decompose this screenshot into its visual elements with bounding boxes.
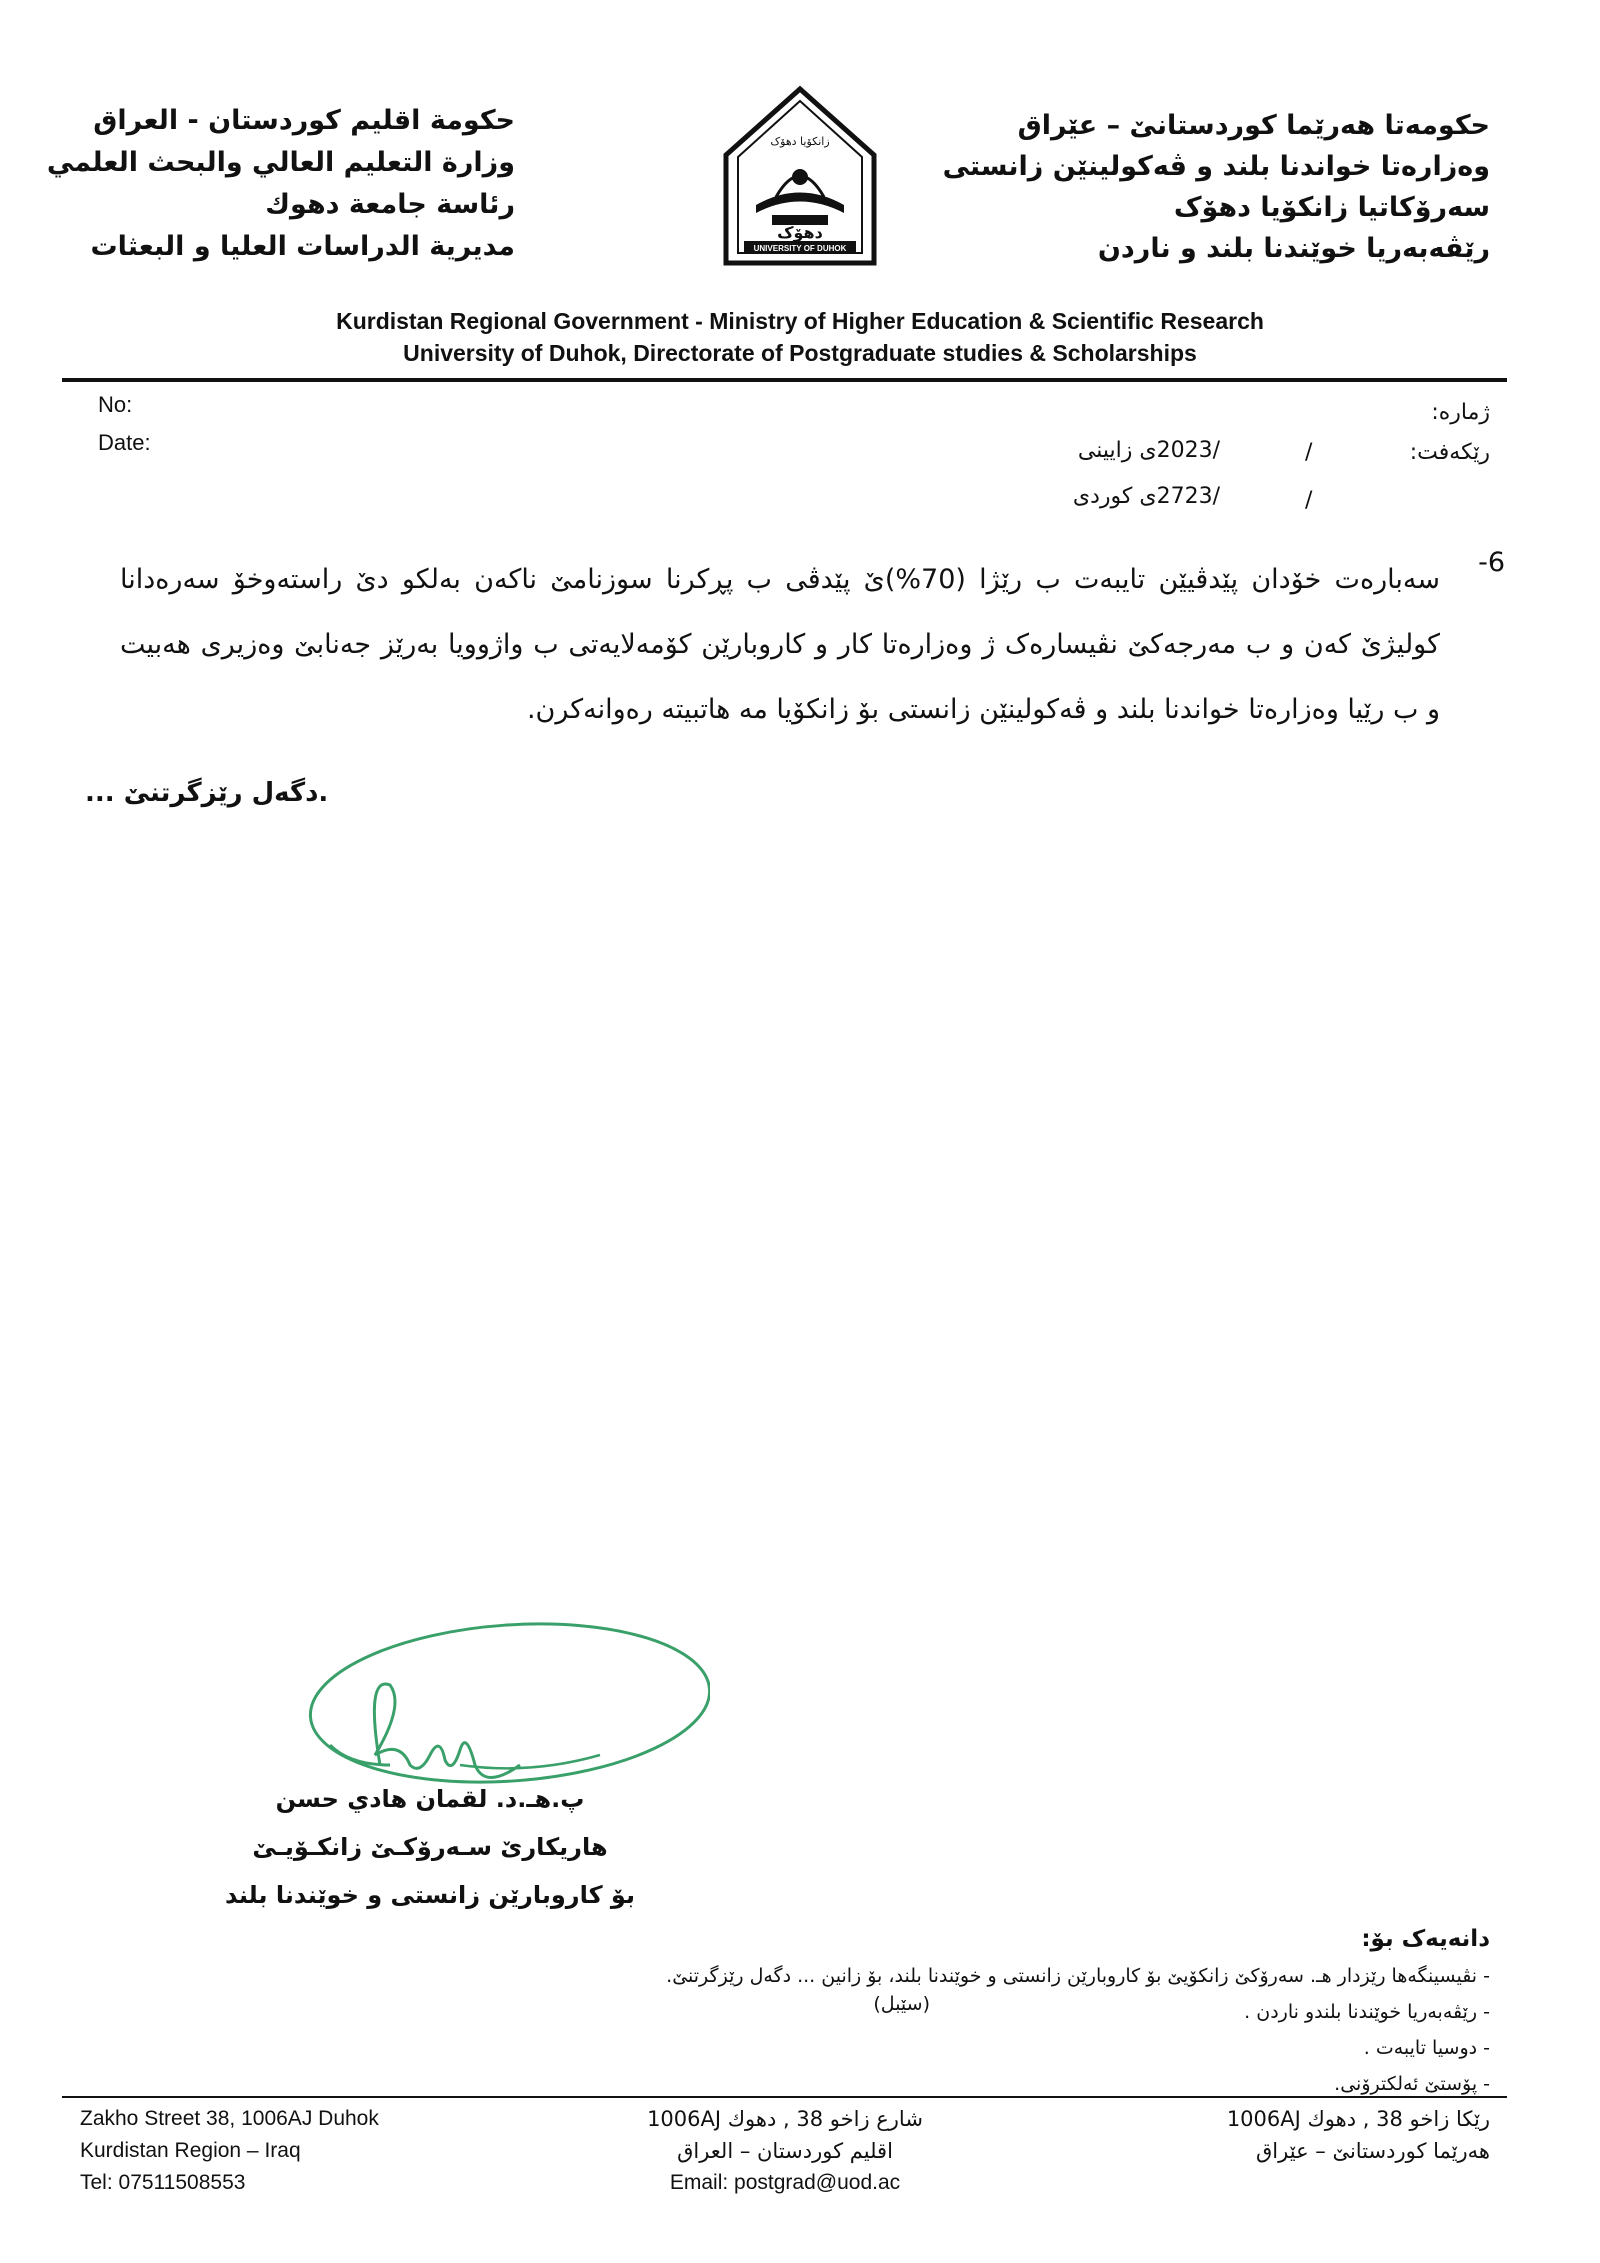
footer-arabic	[620, 2103, 950, 2199]
date-kurdish: /2723ی کوردی	[1072, 484, 1220, 509]
header-divider	[62, 378, 1507, 382]
number-label: No:	[98, 392, 133, 417]
closing-regards: ... دگەل رێزگرتنێ.	[85, 778, 329, 808]
header-arabic-line-4: مديرية الدراسات العليا و البعثات	[90, 231, 515, 262]
footer-phone: Tel: 07511508553	[80, 2171, 246, 2194]
cc-item: - دوسیا تایبەت .	[1363, 2037, 1490, 2059]
logo-bottom-text: UNIVERSITY OF DUHOK	[753, 244, 847, 253]
signature-block	[200, 1775, 660, 1919]
university-logo	[720, 85, 880, 270]
cc-title: دانەیەک بۆ:	[1361, 1926, 1490, 1952]
footer-arabic-line-1: شارع زاخو 38 , دهوك 1006AJ	[647, 2107, 923, 2131]
cc-item: - نڤیسینگەها رێزدار هـ. سەرۆکێ زانکۆیێ بۆ کاروبارێن زانستی و خوێندنا بلند، بۆ زانین ... دگەل رێزگرتنێ.	[666, 1965, 1490, 1987]
cc-list	[530, 1920, 1490, 2102]
university-of-duhok-seal-icon	[720, 85, 880, 270]
header-kurdish-line-3: سەرۆکاتیا زانکۆیا دهۆک	[1173, 192, 1490, 223]
signatory-title-1: هاریکارێ سـەرۆکـێ زانکـۆیـێ	[252, 1833, 608, 1861]
footer-english-line-2: Kurdistan Region – Iraq	[80, 2139, 301, 2162]
date-label-kurdish: رێکەفت:	[1409, 440, 1490, 465]
header-kurdish-line-1: حکومەتا هەرێما کوردستانێ – عێراق	[1017, 110, 1490, 141]
footer-email: Email: postgrad@uod.ac	[669, 2171, 901, 2194]
header-arabic-line-2: وزارة التعليم العالي والبحث العلمي	[46, 147, 515, 178]
cc-item: - پۆستێ ئەلکترۆنی.	[1334, 2073, 1490, 2095]
logo-mid-text: دهۆک	[777, 223, 823, 242]
footer-english-line-1: Zakho Street 38, 1006AJ Duhok	[80, 2107, 379, 2130]
header-english-line-2: University of Duhok, Directorate of Postgraduate studies & Scholarships	[403, 340, 1197, 366]
logo-top-text: زانکۆیا دهۆک	[770, 135, 830, 148]
number-label-kurdish: ژمارە:	[1431, 400, 1490, 425]
cc-note: (سێبل)	[873, 1993, 930, 2015]
footer-kurdish	[1160, 2103, 1490, 2167]
footer-arabic-line-2: اقليم كوردستان – العراق	[677, 2139, 893, 2163]
header-kurdish	[930, 105, 1490, 269]
header-kurdish-line-4: رێڤەبەریا خوێندنا بلند و ناردن	[1097, 233, 1490, 264]
cc-item-text: - رێڤەبەریا خوێندنا بلندو ناردن .	[1244, 2001, 1490, 2023]
date-gregorian: /2023ی زایینی	[1077, 438, 1220, 463]
cc-item	[530, 1994, 1490, 2030]
item-number: -6	[1478, 547, 1505, 578]
header-kurdish-line-2: وەزارەتا خواندنا بلند و ڤەکولینێن زانستی	[942, 151, 1490, 182]
header-arabic-line-1: حكومة اقليم كوردستان - العراق	[93, 105, 515, 136]
footer-divider	[62, 2096, 1507, 2098]
signatory-title-2: بۆ کاروبارێن زانستی و خوێندنا بلند	[225, 1881, 635, 1909]
header-arabic-line-3: رئاسة جامعة دهوك	[265, 189, 515, 220]
header-english-line-1: Kurdistan Regional Government - Ministry of Higher Education & Scientific Research	[336, 308, 1264, 334]
body-paragraph: سەبارەت خۆدان پێدڤیێن تایبەت ب رێژا (70%)ێ پێدڤی ب پڕکرنا سوزنامێ ناکەن بەلکو دێ راستەوخۆ سەرەدانا کولیژێ کەن و ب مەرجەکێ نڤیسارەک ژ وەزارەتا کار و کاروبارێن کۆمەلایەتی ب واژوویا بەرێز جەنابێ وەزیری هەبیت و ب رێیا وەزارەتا خواندنا بلند و ڤەکولینێن زانستی بۆ زانکۆیا مە هاتبیتە رەوانەکرن.	[120, 564, 1440, 725]
footer-english	[80, 2103, 379, 2199]
footer-kurdish-line-1: رێکا زاخو 38 , دهوك 1006AJ	[1226, 2107, 1490, 2131]
signatory-name: پ.هـ.د. لقمان هادي حسن	[275, 1785, 585, 1813]
date-slash-gregorian: /	[1305, 440, 1313, 465]
date-label: Date:	[98, 430, 151, 455]
header-arabic	[46, 100, 515, 268]
footer-kurdish-line-2: هەرێما کوردستانێ – عێراق	[1256, 2139, 1490, 2163]
date-slash-kurdish: /	[1305, 488, 1313, 513]
